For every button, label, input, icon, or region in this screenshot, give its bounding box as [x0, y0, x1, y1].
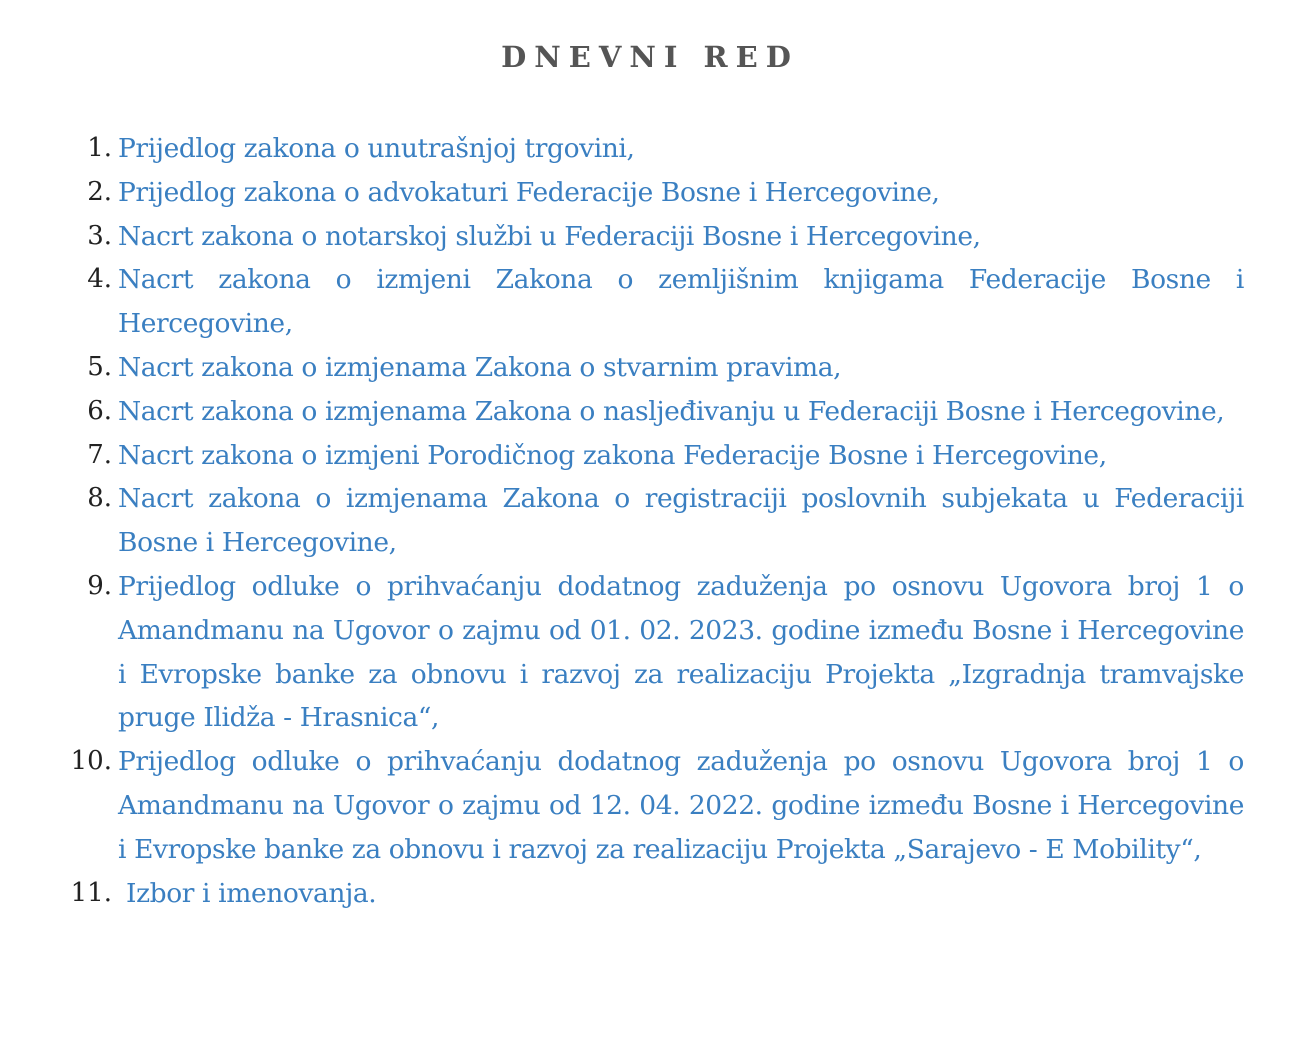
item-text[interactable]: Prijedlog odluke o prihvaćanju dodatnog zaduženja po osnovu Ugovora broj 1 o Amandmanu na Ugovor o zajmu od 12. 04. 2022. godine između Bosne i Hercegovine i Evropske banke za obnovu i razvoj za realizaciju Projekta „Sarajevo - E Mobility“, [118, 746, 1244, 865]
item-number: 8. [87, 483, 112, 514]
agenda-item-10 [0, 740, 1310, 871]
item-number: 3. [87, 220, 112, 251]
item-number: 1. [87, 133, 112, 163]
item-number: 10. [70, 746, 112, 777]
agenda-item-5 [0, 346, 1310, 390]
item-text[interactable]: Izbor i imenovanja. [126, 877, 377, 909]
item-number: 6. [87, 395, 112, 426]
item-text[interactable]: Nacrt zakona o notarskoj službi u Federaciji Bosne i Hercegovine, [118, 220, 981, 252]
agenda-item-8 [0, 477, 1310, 565]
agenda-list [0, 127, 1310, 915]
item-text[interactable]: Prijedlog zakona o unutrašnjoj trgovini, [118, 133, 635, 164]
item-number: 11. [70, 877, 112, 908]
item-text[interactable]: Nacrt zakona o izmjenama Zakona o registraciji poslovnih subjekata u Federaciji Bosne i Hercegovine, [118, 483, 1244, 559]
agenda-item-1 [0, 127, 1310, 171]
item-text[interactable]: Nacrt zakona o izmjeni Porodičnog zakona Federacije Bosne i Hercegovine, [118, 439, 1107, 471]
agenda-item-6 [0, 390, 1310, 434]
item-text[interactable]: Prijedlog odluke o prihvaćanju dodatnog zaduženja po osnovu Ugovora broj 1 o Amandmanu na Ugovor o zajmu od 01. 02. 2023. godine između Bosne i Hercegovine i Evropske banke za obnovu i razvoj za realizaciju Projekta „Izgradnja tramvajske pruge Ilidža - Hrasnica“, [118, 570, 1244, 734]
item-number: 7. [87, 439, 112, 470]
agenda-item-11 [0, 872, 1310, 916]
agenda-item-4 [0, 258, 1310, 346]
item-number: 9. [87, 570, 112, 601]
item-text[interactable]: Nacrt zakona o izmjeni Zakona o zemljišnim knjigama Federacije Bosne i Hercegovine, [118, 264, 1244, 340]
agenda-item-9 [0, 565, 1310, 740]
item-number: 5. [87, 351, 112, 382]
agenda-item-7 [0, 434, 1310, 478]
item-text[interactable]: Nacrt zakona o izmjenama Zakona o stvarnim pravima, [118, 351, 842, 383]
item-text[interactable]: Nacrt zakona o izmjenama Zakona o nasljeđivanju u Federaciji Bosne i Hercegovine, [118, 395, 1225, 427]
page-title: DNEVNI RED [501, 40, 799, 74]
agenda-item-3 [0, 215, 1310, 259]
item-text[interactable]: Prijedlog zakona o advokaturi Federacije Bosne i Hercegovine, [118, 176, 940, 208]
item-number: 2. [87, 176, 112, 207]
agenda-item-2 [0, 171, 1310, 215]
item-number: 4. [87, 264, 112, 295]
